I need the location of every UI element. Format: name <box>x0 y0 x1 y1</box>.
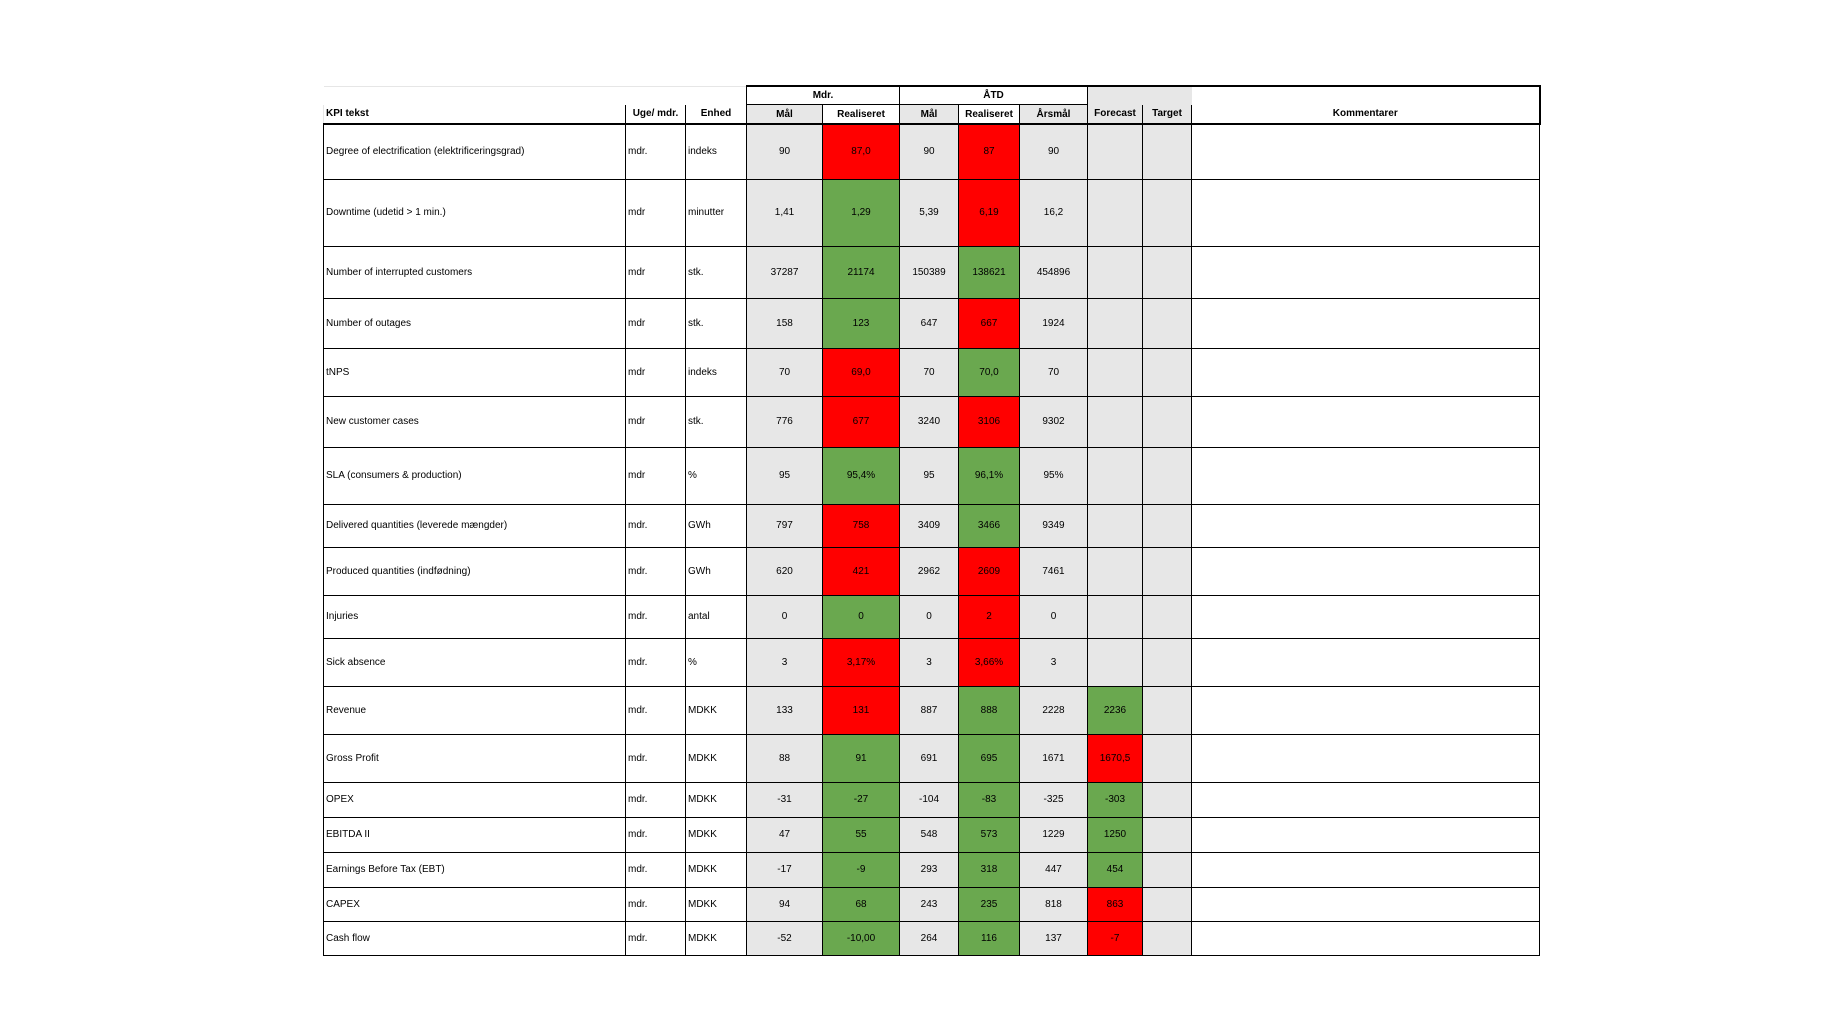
year-target-column-header: Årsmål <box>1020 105 1088 125</box>
kpi-cell: Produced quantities (indfødning) <box>324 547 626 595</box>
year-target-cell: 3 <box>1020 638 1088 686</box>
month-target-cell: 95 <box>747 447 823 504</box>
comment-cell <box>1192 734 1540 782</box>
year-target-cell: 0 <box>1020 595 1088 638</box>
ytd-actual-cell: 6,19 <box>959 179 1020 246</box>
year-target-cell: 90 <box>1020 124 1088 179</box>
month-actual-cell: 758 <box>823 504 900 547</box>
month-actual-cell: 123 <box>823 298 900 348</box>
ytd-target-column-header: Mål <box>900 105 959 125</box>
target-cell <box>1143 887 1192 921</box>
comment-cell <box>1192 817 1540 852</box>
target-cell <box>1143 396 1192 447</box>
comment-cell <box>1192 396 1540 447</box>
forecast-cell <box>1088 504 1143 547</box>
target-cell <box>1143 547 1192 595</box>
table-row <box>324 179 1540 246</box>
unit-cell: MDKK <box>686 852 747 887</box>
target-cell <box>1143 179 1192 246</box>
ytd-target-cell: 3 <box>900 638 959 686</box>
unit-cell: indeks <box>686 348 747 396</box>
comment-cell <box>1192 921 1540 955</box>
ytd-actual-cell: 70,0 <box>959 348 1020 396</box>
month-actual-cell: 95,4% <box>823 447 900 504</box>
comment-cell <box>1192 504 1540 547</box>
comment-cell <box>1192 638 1540 686</box>
month-target-cell: 47 <box>747 817 823 852</box>
unit-cell: MDKK <box>686 921 747 955</box>
month-actual-cell: 87,0 <box>823 124 900 179</box>
forecast-cell <box>1088 348 1143 396</box>
comment-cell <box>1192 179 1540 246</box>
table-row <box>324 782 1540 817</box>
table-row <box>324 595 1540 638</box>
ytd-target-cell: -104 <box>900 782 959 817</box>
group-header-row <box>324 86 1540 105</box>
month-target-cell: -31 <box>747 782 823 817</box>
month-target-cell: 90 <box>747 124 823 179</box>
month-target-cell: 37287 <box>747 246 823 298</box>
frequency-cell: mdr. <box>626 734 686 782</box>
kpi-table <box>323 85 1541 956</box>
unit-cell: MDKK <box>686 887 747 921</box>
unit-cell: GWh <box>686 547 747 595</box>
ytd-actual-cell: 318 <box>959 852 1020 887</box>
month-target-cell: 158 <box>747 298 823 348</box>
comment-cell <box>1192 447 1540 504</box>
kpi-cell: Number of interrupted customers <box>324 246 626 298</box>
month-target-cell: 620 <box>747 547 823 595</box>
target-cell <box>1143 734 1192 782</box>
ytd-target-cell: 264 <box>900 921 959 955</box>
month-actual-cell: -9 <box>823 852 900 887</box>
comment-cell <box>1192 852 1540 887</box>
target-cell <box>1143 638 1192 686</box>
kpi-cell: Number of outages <box>324 298 626 348</box>
target-cell <box>1143 921 1192 955</box>
unit-cell: minutter <box>686 179 747 246</box>
year-target-cell: 16,2 <box>1020 179 1088 246</box>
month-actual-cell: 69,0 <box>823 348 900 396</box>
target-cell <box>1143 298 1192 348</box>
month-target-cell: 133 <box>747 686 823 734</box>
ytd-target-cell: 70 <box>900 348 959 396</box>
kpi-column-header: KPI tekst <box>324 105 626 125</box>
kpi-cell: Delivered quantities (leverede mængder) <box>324 504 626 547</box>
forecast-cell <box>1088 298 1143 348</box>
table-row <box>324 852 1540 887</box>
ytd-group-header: ÅTD <box>900 86 1088 105</box>
comments-column-header: Kommentarer <box>1192 105 1540 125</box>
month-actual-cell: 1,29 <box>823 179 900 246</box>
ytd-actual-cell: 3,66% <box>959 638 1020 686</box>
table-row <box>324 734 1540 782</box>
ytd-target-cell: 150389 <box>900 246 959 298</box>
target-column-header: Target <box>1143 105 1192 125</box>
table-row <box>324 921 1540 955</box>
unit-cell: MDKK <box>686 734 747 782</box>
table-row <box>324 547 1540 595</box>
ytd-target-cell: 691 <box>900 734 959 782</box>
year-target-cell: 447 <box>1020 852 1088 887</box>
ytd-actual-cell: 2 <box>959 595 1020 638</box>
forecast-cell: -303 <box>1088 782 1143 817</box>
year-target-cell: 137 <box>1020 921 1088 955</box>
comment-cell <box>1192 246 1540 298</box>
kpi-cell: OPEX <box>324 782 626 817</box>
frequency-cell: mdr. <box>626 852 686 887</box>
kpi-cell: Downtime (udetid > 1 min.) <box>324 179 626 246</box>
kpi-cell: CAPEX <box>324 887 626 921</box>
ytd-actual-cell: 138621 <box>959 246 1020 298</box>
kpi-cell: EBITDA II <box>324 817 626 852</box>
forecast-cell: -7 <box>1088 921 1143 955</box>
frequency-cell: mdr. <box>626 504 686 547</box>
month-actual-cell: 3,17% <box>823 638 900 686</box>
table-row <box>324 817 1540 852</box>
unit-cell: stk. <box>686 396 747 447</box>
kpi-cell: Degree of electrification (elektrificeringsgrad) <box>324 124 626 179</box>
forecast-cell: 454 <box>1088 852 1143 887</box>
kpi-cell: Sick absence <box>324 638 626 686</box>
unit-cell: % <box>686 447 747 504</box>
frequency-cell: mdr <box>626 298 686 348</box>
ytd-target-cell: 3409 <box>900 504 959 547</box>
year-target-cell: 95% <box>1020 447 1088 504</box>
comment-cell <box>1192 887 1540 921</box>
month-target-cell: 94 <box>747 887 823 921</box>
table-row <box>324 447 1540 504</box>
ytd-actual-cell: 87 <box>959 124 1020 179</box>
unit-cell: indeks <box>686 124 747 179</box>
table-row <box>324 887 1540 921</box>
month-actual-cell: 55 <box>823 817 900 852</box>
unit-cell: MDKK <box>686 782 747 817</box>
ytd-target-cell: 3240 <box>900 396 959 447</box>
ytd-target-cell: 293 <box>900 852 959 887</box>
ytd-target-cell: 2962 <box>900 547 959 595</box>
table-row <box>324 348 1540 396</box>
forecast-cell <box>1088 447 1143 504</box>
forecast-cell <box>1088 638 1143 686</box>
month-target-cell: 70 <box>747 348 823 396</box>
month-group-header: Mdr. <box>747 86 900 105</box>
comment-cell <box>1192 547 1540 595</box>
target-cell <box>1143 595 1192 638</box>
ytd-target-cell: 647 <box>900 298 959 348</box>
frequency-cell: mdr. <box>626 547 686 595</box>
kpi-cell: Gross Profit <box>324 734 626 782</box>
month-actual-cell: 21174 <box>823 246 900 298</box>
table-row <box>324 686 1540 734</box>
ytd-actual-cell: 96,1% <box>959 447 1020 504</box>
month-actual-cell: 0 <box>823 595 900 638</box>
kpi-cell: Injuries <box>324 595 626 638</box>
year-target-cell: 1924 <box>1020 298 1088 348</box>
frequency-cell: mdr. <box>626 686 686 734</box>
frequency-cell: mdr <box>626 447 686 504</box>
ytd-target-cell: 548 <box>900 817 959 852</box>
comment-cell <box>1192 124 1540 179</box>
forecast-cell <box>1088 595 1143 638</box>
table-row <box>324 396 1540 447</box>
year-target-cell: -325 <box>1020 782 1088 817</box>
kpi-cell: SLA (consumers & production) <box>324 447 626 504</box>
comment-cell <box>1192 686 1540 734</box>
unit-cell: % <box>686 638 747 686</box>
comment-cell <box>1192 348 1540 396</box>
target-cell <box>1143 246 1192 298</box>
unit-cell: MDKK <box>686 686 747 734</box>
ytd-target-cell: 95 <box>900 447 959 504</box>
target-cell <box>1143 852 1192 887</box>
ytd-actual-cell: 2609 <box>959 547 1020 595</box>
target-cell <box>1143 504 1192 547</box>
month-actual-cell: -27 <box>823 782 900 817</box>
month-target-cell: 3 <box>747 638 823 686</box>
ytd-target-cell: 243 <box>900 887 959 921</box>
frequency-cell: mdr. <box>626 124 686 179</box>
month-target-cell: 776 <box>747 396 823 447</box>
forecast-cell: 1670,5 <box>1088 734 1143 782</box>
ytd-actual-cell: 3466 <box>959 504 1020 547</box>
year-target-cell: 454896 <box>1020 246 1088 298</box>
forecast-cell: 2236 <box>1088 686 1143 734</box>
ytd-actual-cell: -83 <box>959 782 1020 817</box>
frequency-cell: mdr. <box>626 817 686 852</box>
target-cell <box>1143 686 1192 734</box>
month-actual-cell: 677 <box>823 396 900 447</box>
forecast-cell <box>1088 124 1143 179</box>
month-target-cell: -17 <box>747 852 823 887</box>
ytd-actual-cell: 3106 <box>959 396 1020 447</box>
year-target-cell: 70 <box>1020 348 1088 396</box>
year-target-cell: 1229 <box>1020 817 1088 852</box>
ytd-actual-cell: 573 <box>959 817 1020 852</box>
target-cell <box>1143 782 1192 817</box>
ytd-actual-column-header: Realiseret <box>959 105 1020 125</box>
forecast-cell <box>1088 246 1143 298</box>
unit-cell: antal <box>686 595 747 638</box>
month-actual-cell: -10,00 <box>823 921 900 955</box>
year-target-cell: 9349 <box>1020 504 1088 547</box>
column-header-row <box>324 105 1540 125</box>
kpi-cell: Earnings Before Tax (EBT) <box>324 852 626 887</box>
ytd-actual-cell: 888 <box>959 686 1020 734</box>
comment-cell <box>1192 595 1540 638</box>
target-cell <box>1143 817 1192 852</box>
month-target-cell: -52 <box>747 921 823 955</box>
frequency-cell: mdr. <box>626 887 686 921</box>
ytd-target-cell: 887 <box>900 686 959 734</box>
comment-cell <box>1192 782 1540 817</box>
ytd-target-cell: 5,39 <box>900 179 959 246</box>
forecast-cell: 863 <box>1088 887 1143 921</box>
table-row <box>324 298 1540 348</box>
month-actual-cell: 68 <box>823 887 900 921</box>
year-target-cell: 818 <box>1020 887 1088 921</box>
ytd-actual-cell: 667 <box>959 298 1020 348</box>
month-actual-cell: 91 <box>823 734 900 782</box>
month-target-cell: 797 <box>747 504 823 547</box>
frequency-cell: mdr <box>626 396 686 447</box>
unit-cell: MDKK <box>686 817 747 852</box>
kpi-cell: tNPS <box>324 348 626 396</box>
unit-cell: GWh <box>686 504 747 547</box>
ytd-actual-cell: 235 <box>959 887 1020 921</box>
month-actual-column-header: Realiseret <box>823 105 900 125</box>
forecast-column-header: Forecast <box>1088 105 1143 125</box>
year-target-cell: 9302 <box>1020 396 1088 447</box>
forecast-cell <box>1088 179 1143 246</box>
kpi-cell: New customer cases <box>324 396 626 447</box>
table-row <box>324 504 1540 547</box>
year-target-cell: 7461 <box>1020 547 1088 595</box>
frequency-column-header: Uge/ mdr. <box>626 105 686 125</box>
year-target-cell: 1671 <box>1020 734 1088 782</box>
table-row <box>324 638 1540 686</box>
month-target-column-header: Mål <box>747 105 823 125</box>
frequency-cell: mdr. <box>626 782 686 817</box>
target-cell <box>1143 447 1192 504</box>
kpi-cell: Cash flow <box>324 921 626 955</box>
unit-cell: stk. <box>686 298 747 348</box>
forecast-cell: 1250 <box>1088 817 1143 852</box>
frequency-cell: mdr <box>626 348 686 396</box>
comment-cell <box>1192 298 1540 348</box>
month-target-cell: 0 <box>747 595 823 638</box>
month-target-cell: 1,41 <box>747 179 823 246</box>
frequency-cell: mdr. <box>626 595 686 638</box>
forecast-cell <box>1088 396 1143 447</box>
frequency-cell: mdr <box>626 246 686 298</box>
ytd-target-cell: 0 <box>900 595 959 638</box>
frequency-cell: mdr. <box>626 638 686 686</box>
month-actual-cell: 421 <box>823 547 900 595</box>
target-cell <box>1143 348 1192 396</box>
month-target-cell: 88 <box>747 734 823 782</box>
ytd-target-cell: 90 <box>900 124 959 179</box>
year-target-cell: 2228 <box>1020 686 1088 734</box>
kpi-cell: Revenue <box>324 686 626 734</box>
table-row <box>324 124 1540 179</box>
table-row <box>324 246 1540 298</box>
ytd-actual-cell: 695 <box>959 734 1020 782</box>
unit-column-header: Enhed <box>686 105 747 125</box>
forecast-cell <box>1088 547 1143 595</box>
frequency-cell: mdr <box>626 179 686 246</box>
unit-cell: stk. <box>686 246 747 298</box>
ytd-actual-cell: 116 <box>959 921 1020 955</box>
month-actual-cell: 131 <box>823 686 900 734</box>
frequency-cell: mdr. <box>626 921 686 955</box>
target-cell <box>1143 124 1192 179</box>
